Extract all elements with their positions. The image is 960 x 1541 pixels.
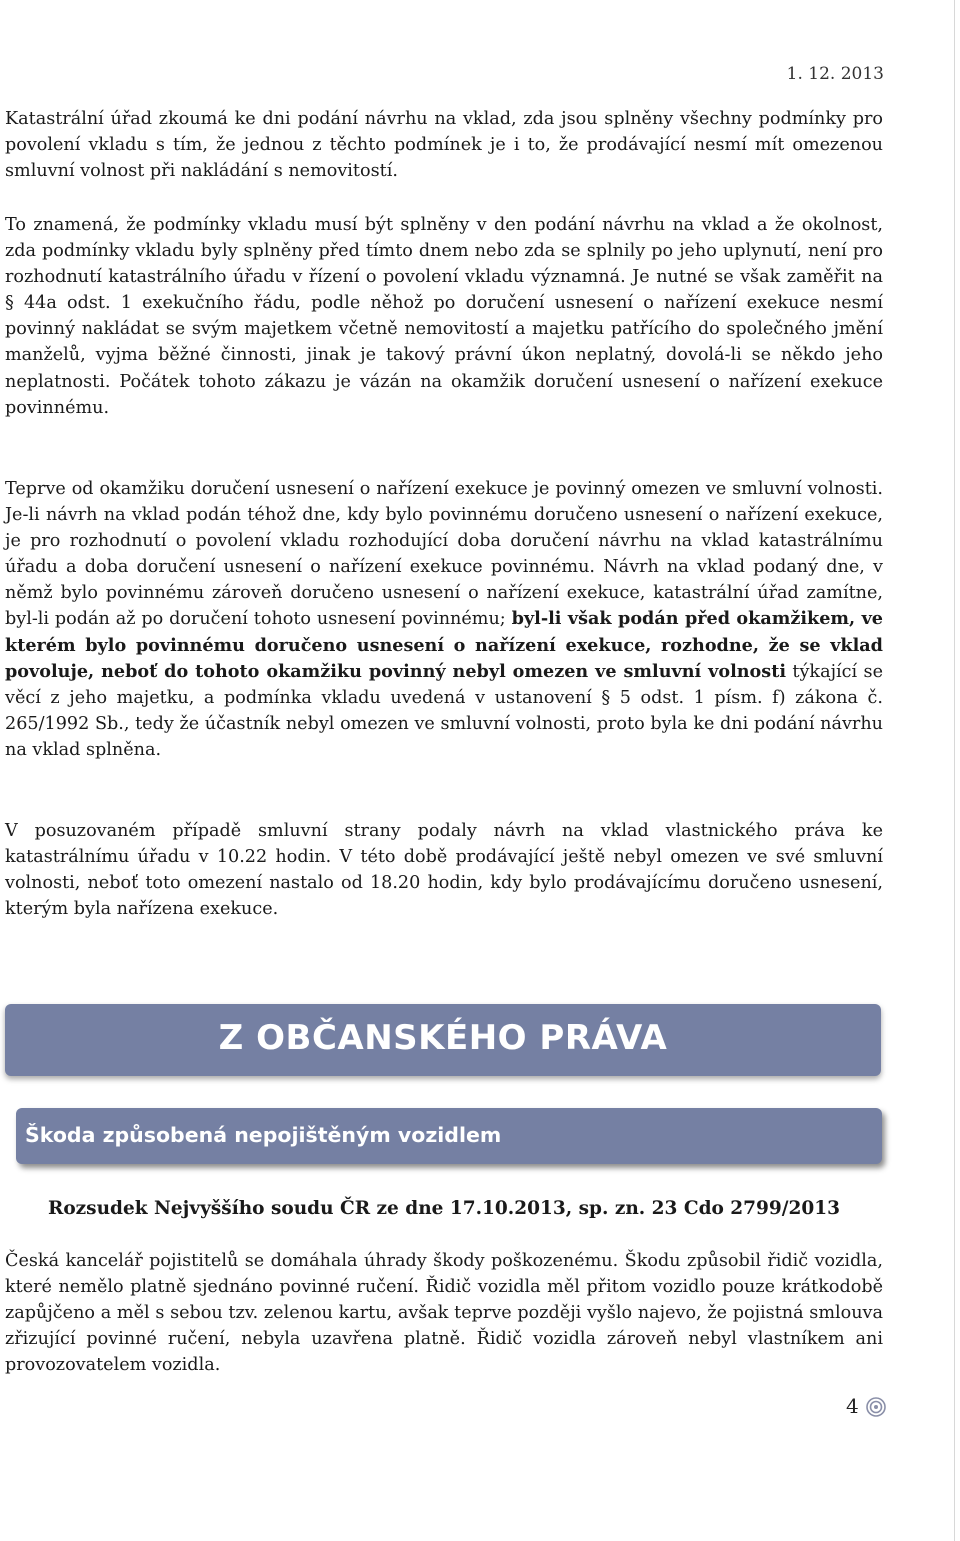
paragraph-3-bold: byl-li však podán před okamžikem, ve kterém bylo povinnému doručeno usnesení o nařízení exekuce, rozhodne, že se vklad povoluje, neboť do tohoto okamžiku povinný nebyl omezen ve smluvní volnosti xyxy=(5,608,884,682)
section-banner xyxy=(5,1004,881,1076)
section-title: Z OBČANSKÉHO PRÁVA xyxy=(218,1018,668,1058)
page-edge-rule xyxy=(954,0,955,1541)
subsection-banner xyxy=(16,1108,882,1164)
header-date: 1. 12. 2013 xyxy=(786,64,884,84)
paragraph-3-end: týkající se věcí z jeho majetku, a podmínka vkladu uvedená v ustanovení § 5 odst. 1 písm. f) zákona č. 265/1992 Sb., tedy že účastník nebyl omezen ve smluvní volnosti, proto byla ke dni podání návrhu na vklad splněna. xyxy=(5,661,883,760)
paragraph-3-start: Teprve od okamžiku doručení usnesení o nařízení exekuce je povinný omezen ve smluvní volnosti. Je-li návrh na vklad podán téhož dne, kdy bylo povinnému doručeno usnesení o nařízení exekuce, je pro rozhodnutí o povolení vkladu rozhodující doba doručení návrhu na vklad katastrálnímu úřadu a doba doručení usnesení o nařízení exekuce povinnému. Návrh na vklad podaný dne, v němž bylo povinnému zároveň doručeno usnesení o nařízení exekuce, katastrální úřad zamítne, byl-li podán až po doručení tohoto usnesení povinnému; xyxy=(5,479,883,630)
paragraph-1: Katastrální úřad zkoumá ke dni podání návrhu na vklad, zda jsou splněny všechny podmínky pro povolení vkladu s tím, že jednou z těchto podmínek je i to, že prodávající nesmí mít omezenou smluvní volnost při nakládání s nemovitostí. xyxy=(5,109,883,182)
paragraph-4: V posuzovaném případě smluvní strany podaly návrh na vklad vlastnického práva ke katastrálnímu úřadu v 10.22 hodin. V této době prodávající ještě nebyl omezen ve své smluvní volnosti, neboť toto omezení nastalo od 18.20 hodin, kdy bylo prodávajícímu doručeno usnesení, kterým byla nařízena exekuce. xyxy=(5,821,883,920)
paragraph-3 xyxy=(5,476,883,763)
paragraph-5: Česká kancelář pojistitelů se domáhala úhrady škody poškozenému. Škodu způsobil řidič vozidla, které nemělo platně sjednáno povinné ručení. Řidič vozidla měl přitom vozidlo pouze krátkodobě zapůjčeno a měl s sebou tzv. zelenou kartu, avšak teprve později vyšlo najevo, že pojistná smlouva zřizující povinné ručení, nebyla uzavřena platně. Řidič vozidla zároveň nebyl vlastníkem ani provozovatelem vozidla. xyxy=(5,1251,883,1376)
verdict-heading: Rozsudek Nejvyššího soudu ČR ze dne 17.10.2013, sp. zn. 23 Cdo 2799/2013 xyxy=(47,1198,841,1219)
paragraph-2: To znamená, že podmínky vkladu musí být splněny v den podání návrhu na vklad a že okolnost, zda podmínky vkladu byly splněny před tímto dnem nebo zda se splnily po jeho uplynutí, není pro rozhodnutí katastrálního úřadu v řízení o povolení vkladu významná. Je nutné se však zaměřit na § 44a odst. 1 exekučního řádu, podle něhož po doručení usnesení o nařízení exekuce nesmí povinný nakládat se svým majetkem včetně nemovitostí a majetku patřícího do společného jmění manželů, vyjma běžné činnosti, jinak je takový právní úkon neplatný, dovolá-li se někdo jeho neplatnosti. Počátek tohoto zákazu je vázán na okamžik doručení usnesení o nařízení exekuce povinnému. xyxy=(5,215,883,418)
subsection-title: Škoda způsobená nepojištěným vozidlem xyxy=(25,1123,502,1147)
page-number: 4 xyxy=(846,1394,859,1418)
target-icon xyxy=(866,1397,886,1417)
